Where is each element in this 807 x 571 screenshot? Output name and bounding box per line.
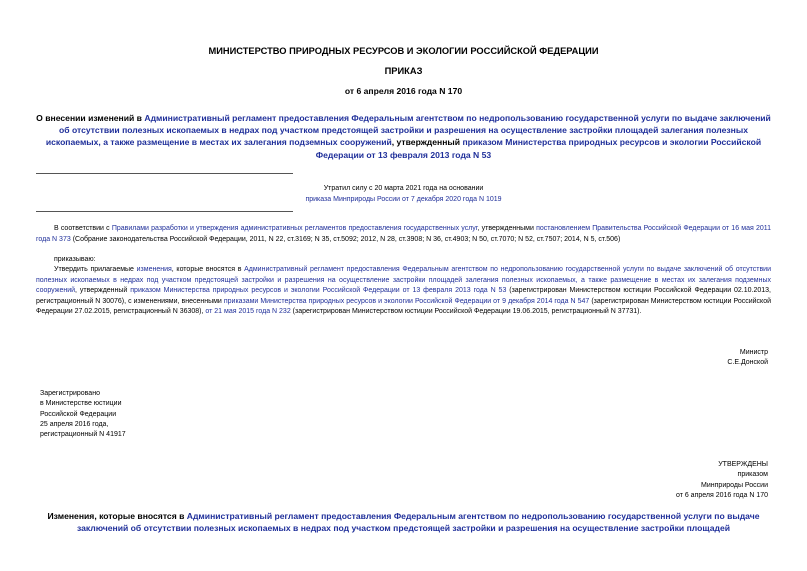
para2-link-order-53[interactable]: приказом Министерства природных ресурсов и экологии Российской Федерации от 13 февраля 2013 года N 53	[130, 287, 507, 294]
para1-text-2: , утвержденными	[477, 225, 537, 232]
title-text-1: О внесении изменений в	[36, 113, 145, 123]
approval-line: приказом	[737, 471, 768, 479]
signature-block	[600, 348, 768, 369]
approval-line: от 6 апреля 2016 года N 170	[675, 491, 768, 499]
para2-text-6: (зарегистрирован Министерством юстиции Российской Федерации 19.06.2015, регистрационный N 37731).	[290, 308, 642, 315]
order-title	[36, 112, 771, 161]
registration-block	[40, 389, 240, 440]
para2-text-5: (зарегистрирован Министерством юстиции Российской Федерации 27.02.2015, регистрационный N 36308),	[36, 297, 771, 315]
annex-title-text: Изменения, которые вносятся в	[47, 511, 187, 521]
para1-link-resolution[interactable]: постановлением Правительства Российской Федерации от 16 мая 2011 года N 373	[36, 225, 771, 243]
status-note-link[interactable]: приказа Минприроды России от 7 декабря 2020 года N 1019	[305, 196, 502, 203]
para2-text-1: Утвердить прилагаемые	[54, 266, 137, 273]
title-link-regulation[interactable]: Административный регламент предоставления Федеральным агентством по недропользованию государственной услуги по выдаче заключений об отсутствии полезных ископаемых в недрах под участком предстоящей застройки и разрешения на осуществление застройки площадей залегания полезных ископаемых, а также размещение в местах их залегания подземных сооружений	[45, 113, 771, 148]
approval-line: УТВЕРЖДЕНЫ	[718, 461, 768, 468]
signature-name: С.Е.Донской	[727, 359, 768, 367]
para2-link-order-232[interactable]: от 21 мая 2015 года N 232	[205, 308, 291, 315]
para2-link-regulation[interactable]: Административный регламент предоставления Федеральным агентством по недропользованию государственной услуги по выдаче заключений об отсутствии полезных ископаемых в недрах под участком предстоящей застройки и разрешения на осуществление застройки площадей залегания полезных ископаемых, а также размещение в местах их залегания подземных сооружений	[36, 266, 771, 294]
registration-line: 25 апреля 2016 года,	[40, 420, 109, 428]
approval-block	[560, 460, 768, 501]
prikazyvayu: приказываю:	[54, 256, 96, 263]
paragraph-basis	[36, 224, 771, 245]
registration-line: Российской Федерации	[40, 410, 117, 418]
para2-text-4: (зарегистрирован Министерством юстиции Российской Федерации 02.10.2013, регистрационный N 30076), с изменениями, внесенными	[36, 287, 771, 305]
signature-role: Министр	[739, 349, 768, 356]
title-text-2: , утвержденный	[391, 137, 463, 148]
para2-link-order-547[interactable]: приказами Министерства природных ресурсов и экологии Российской Федерации от 9 декабря 2014 года N 547	[223, 297, 590, 305]
registration-line: регистрационный N 41917	[40, 431, 126, 439]
para2-link-changes[interactable]: изменения	[136, 266, 172, 273]
registration-line: Зарегистрировано	[40, 390, 100, 397]
paragraph-approve	[36, 265, 771, 318]
annex-title	[36, 510, 771, 534]
para1-text-3: (Собрание законодательства Российской Федерации, 2011, N 22, ст.3169; N 35, ст.5092; 2012, N 28, ст.3908; N 36, ст.4903; N 50, ст.7070; N 52, ст.7507; 2014, N 5, ст.506)	[70, 235, 621, 243]
registration-line: в Министерстве юстиции	[40, 400, 122, 408]
ministry-heading: МИНИСТЕРСТВО ПРИРОДНЫХ РЕСУРСОВ И ЭКОЛОГИИ РОССИЙСКОЙ ФЕДЕРАЦИИ	[208, 46, 599, 56]
para1-link-rules[interactable]: Правилами разработки и утверждения административных регламентов предоставления государственных услуг	[111, 225, 478, 232]
doc-type-heading: ПРИКАЗ	[384, 66, 423, 76]
divider-top	[36, 173, 293, 174]
doc-date-number: от 6 апреля 2016 года N 170	[344, 86, 463, 96]
annex-title-link[interactable]: Административный регламент предоставления Федеральным агентством по недропользованию государственной услуги по выдаче заключений об отсутствии полезных ископаемых в недрах под участком предстоящей застройки и разрешения на осуществление застройки площадей	[76, 511, 760, 534]
divider-bottom	[36, 211, 293, 212]
title-link-order[interactable]: приказом Министерства природных ресурсов и экологии Российской Федерации от 13 февраля 2013 года N 53	[315, 137, 762, 160]
para2-text-3: , утвержденный	[75, 287, 131, 294]
para1-text-1: В соответствии с	[54, 225, 112, 232]
status-note-line1: Утратил силу с 20 марта 2021 года на основании	[323, 185, 484, 192]
approval-line: Минприроды России	[701, 481, 768, 489]
para2-text-2: , которые вносятся в	[171, 266, 245, 273]
status-note-line2	[0, 196, 807, 203]
